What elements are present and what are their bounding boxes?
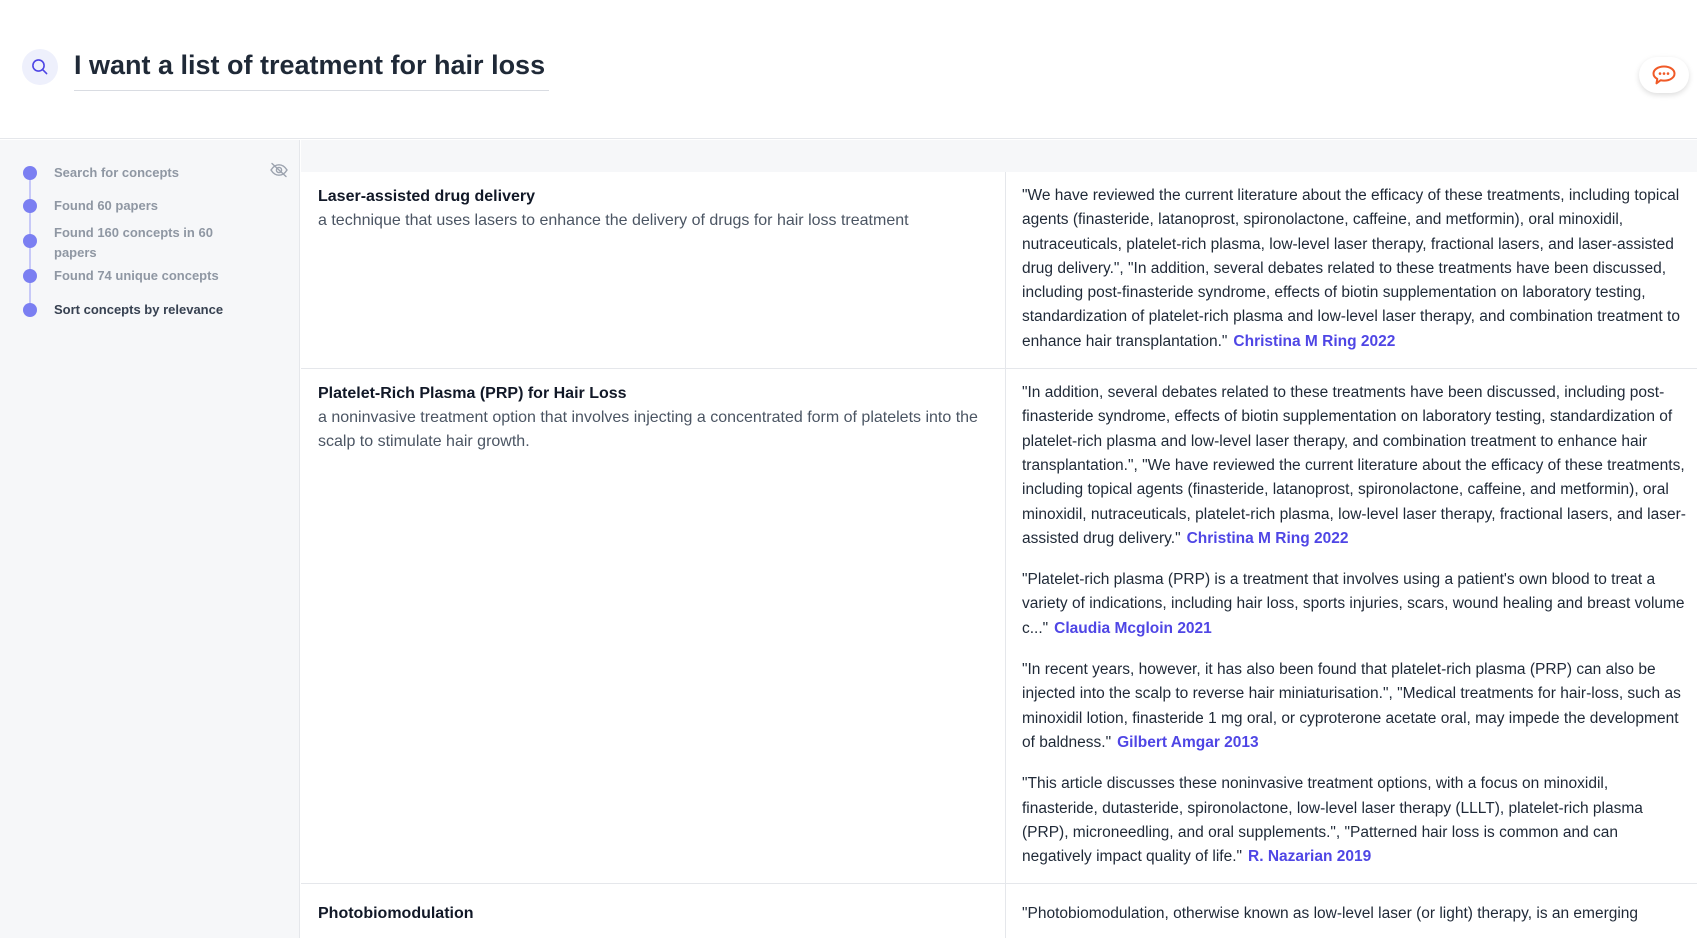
quote xyxy=(1022,772,1687,869)
eye-slash-icon xyxy=(269,162,289,178)
search-icon xyxy=(31,58,49,76)
concept-description: a noninvasive treatment option that involves injecting a concentrated form of platelets into the scalp to stimulate hair growth. xyxy=(318,409,978,451)
quote-text: "In recent years, however, it has also been found that platelet-rich plasma (PRP) can also be injected into the scalp to reverse hair miniaturisation.", "Medical treatments for hair-loss, such as minoxidil lotion, finasteride 1 mg oral, or cyproterone acetate oral, may impede the development of baldness." xyxy=(1022,661,1681,751)
concept-title: Platelet-Rich Plasma (PRP) for Hair Loss xyxy=(318,385,627,403)
search-header xyxy=(0,0,1697,139)
quote-text: "This article discusses these noninvasive treatment options, with a focus on minoxidil, finasteride, dutasteride, spironolactone, low-level laser therapy (LLLT), platelet-rich plasma (PRP), microneedling, and oral supplements.", "Patterned hair loss is common and can negatively impact quality of life." xyxy=(1022,775,1643,866)
concept-cell xyxy=(301,172,1006,368)
step-label: Sort concepts by relevance xyxy=(54,302,224,317)
step-label: Found 74 unique concepts xyxy=(54,268,219,283)
concept-title: Photobiomodulation xyxy=(318,905,474,923)
progress-sidebar xyxy=(0,140,300,938)
table-row xyxy=(301,369,1697,884)
quotes-cell xyxy=(1006,369,1697,883)
citation-link[interactable]: Claudia Mcgloin 2021 xyxy=(1054,619,1212,637)
chat-icon xyxy=(1651,64,1677,86)
concepts-table xyxy=(301,172,1697,938)
step-label: Found 60 papers xyxy=(54,198,159,213)
concept-title: Laser-assisted drug delivery xyxy=(318,188,535,205)
concept-cell xyxy=(301,369,1006,883)
quote xyxy=(1022,658,1687,755)
citation-link[interactable]: Christina M Ring 2022 xyxy=(1186,529,1349,547)
quote-text: "We have reviewed the current literature about the efficacy of these treatments, including topical agents (finasteride, latanoprost, spironolactone, caffeine, and metformin), oral minoxidil, nutraceuticals, platelet-rich plasma, low-level laser therapy, fractional lasers, and laser-assisted drug delivery.", "In addition, several debates related to these treatments have been discussed, including post-finasteride syndrome, effects of biotin supplementation on laboratory testing, standardization of platelet-rich plasma and low-level laser therapy, and combination treatment to enhance hair transplantation." xyxy=(1022,187,1680,350)
step-label: Search for concepts xyxy=(54,165,179,180)
step-dot xyxy=(23,303,37,317)
table-row xyxy=(301,172,1697,369)
hide-steps-button[interactable] xyxy=(269,162,289,178)
chat-button[interactable] xyxy=(1639,57,1689,93)
concept-cell xyxy=(301,884,1006,938)
quotes-cell xyxy=(1006,884,1697,938)
concept-description: a technique that uses lasers to enhance the delivery of drugs for hair loss treatment xyxy=(318,212,909,229)
quote-text: "Photobiomodulation, otherwise known as low-level laser (or light) therapy, is an emerging xyxy=(1022,905,1639,923)
citation-link[interactable]: Gilbert Amgar 2013 xyxy=(1117,733,1259,751)
citation-link[interactable]: Christina M Ring 2022 xyxy=(1233,332,1396,350)
step-dot xyxy=(23,166,37,180)
quote xyxy=(1022,184,1687,354)
step-dot xyxy=(23,199,37,213)
step-dot xyxy=(23,234,37,248)
quotes-cell xyxy=(1006,172,1697,368)
step-label: Found 160 concepts in 60 papers xyxy=(54,225,213,260)
quote-text: "In addition, several debates related to these treatments have been discussed, including post-finasteride syndrome, effects of biotin supplementation on laboratory testing, standardization of platelet-rich plasma and low-level laser therapy, and combination treatment to enhance hair transplantation.", "We have reviewed the current literature about the efficacy of these treatments, including topical agents (finasteride, latanoprost, spironolactone, caffeine, and metformin), oral minoxidil, nutraceuticals, platelet-rich plasma, low-level laser therapy, fractional lasers, and laser-assisted drug delivery." xyxy=(1022,384,1686,547)
step-dot xyxy=(23,269,37,283)
quote xyxy=(1022,381,1687,551)
citation-link[interactable]: R. Nazarian 2019 xyxy=(1248,848,1372,866)
results-panel xyxy=(301,140,1697,938)
quote xyxy=(1022,902,1687,926)
table-row xyxy=(301,884,1697,938)
search-button[interactable] xyxy=(22,49,58,85)
quote xyxy=(1022,568,1687,641)
search-query-input[interactable]: I want a list of treatment for hair loss xyxy=(74,44,549,91)
quote-text: "Platelet-rich plasma (PRP) is a treatment that involves using a patient's own blood to treat a variety of indications, including hair loss, sports injuries, scars, wound healing and breast volume c..." xyxy=(1022,571,1685,637)
